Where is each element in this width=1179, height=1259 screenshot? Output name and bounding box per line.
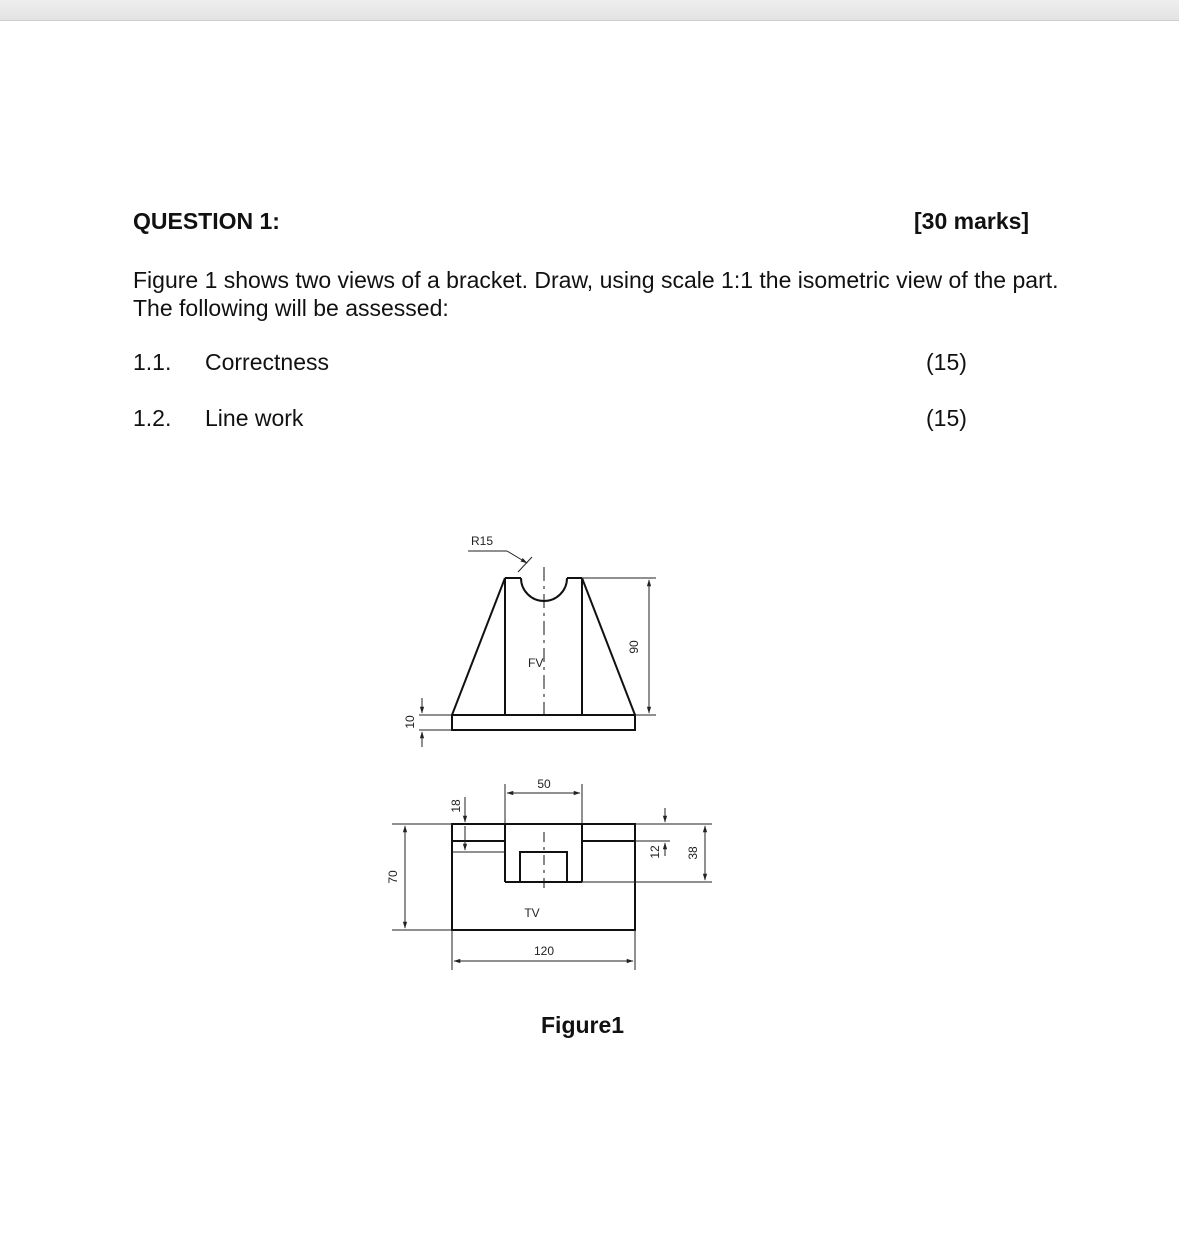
radius-dimension-label: R15 [471, 534, 494, 548]
width-dimension-label: 120 [533, 944, 555, 958]
criterion-marks: (15) [926, 349, 967, 375]
question-intro: Figure 1 shows two views of a bracket. Draw, using scale 1:1 the isometric view of the part. The following will be assessed: [133, 267, 1059, 321]
radius-leader-arrow [507, 551, 527, 563]
inner-dimension-label: 12 [648, 845, 662, 859]
top-view-label: TV [524, 906, 540, 920]
criterion-number: 1.2. [133, 405, 172, 431]
criterion-label: Correctness [205, 349, 329, 375]
question-marks: [30 marks] [914, 208, 1030, 234]
depth-dimension-label: 70 [386, 870, 400, 884]
question-title: QUESTION 1: [133, 208, 280, 234]
front-view-base [452, 715, 635, 730]
offset-dimension-label: 18 [449, 799, 463, 813]
front-view-left-slant [452, 578, 505, 715]
base-dimension-label: 10 [403, 715, 417, 729]
front-view-label: FV [528, 656, 544, 670]
height-dimension-label: 90 [627, 640, 641, 654]
figure-caption: Figure1 [541, 1012, 625, 1038]
criterion-label: Line work [205, 405, 304, 431]
slot-dimension-label: 50 [537, 777, 551, 791]
slot-depth-dimension-label: 38 [686, 846, 700, 860]
criterion-number: 1.1. [133, 349, 172, 375]
criterion-marks: (15) [926, 405, 967, 431]
